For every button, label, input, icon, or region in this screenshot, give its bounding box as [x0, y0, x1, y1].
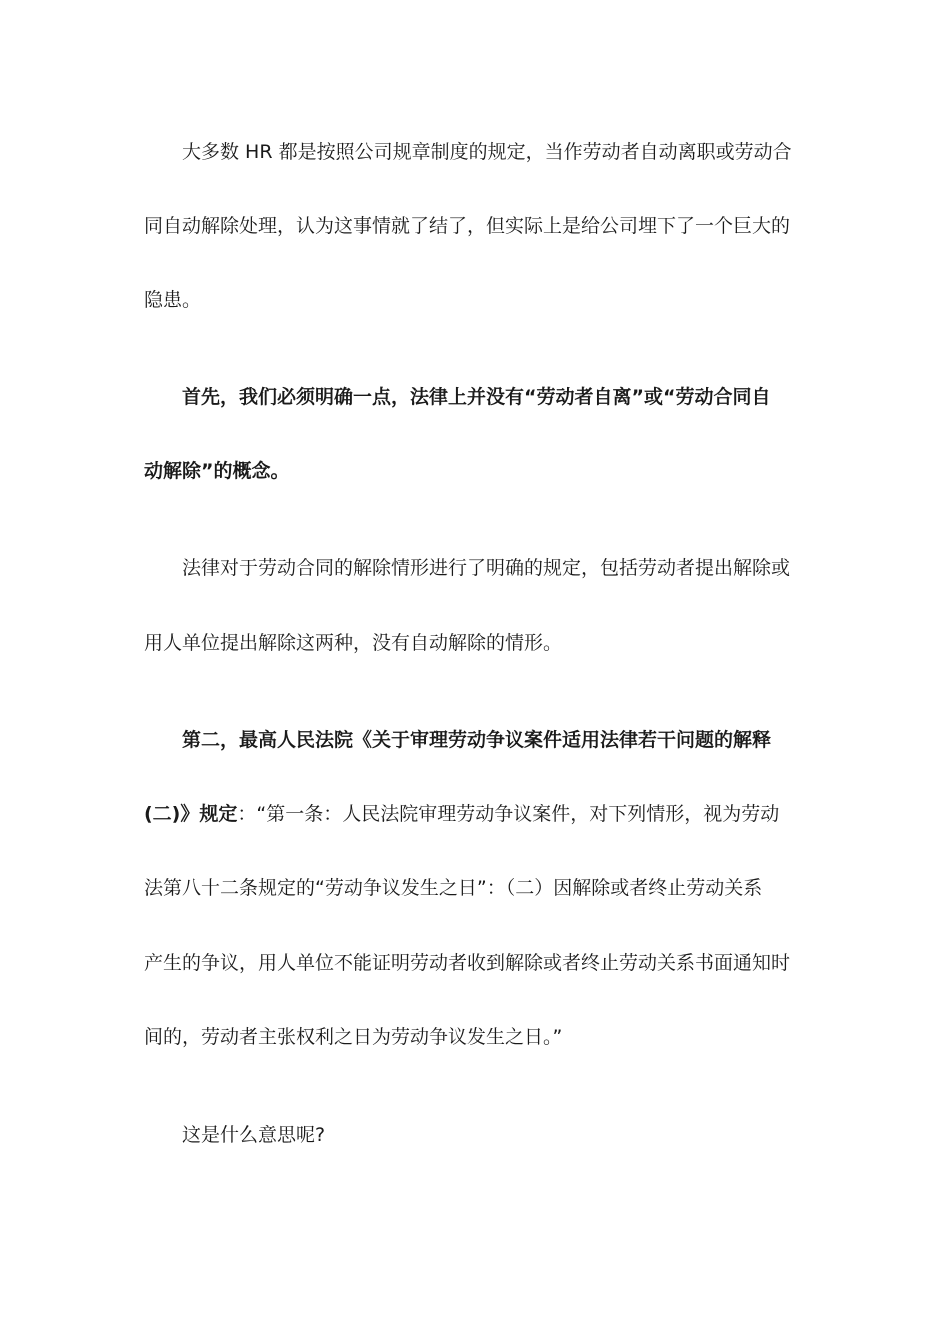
paragraph-4-line-4: 产生的争议，用人单位不能证明劳动者收到解除或者终止劳动关系书面通知时 [144, 952, 791, 974]
regulation-quote-start: ：“第一条：人民法院审理劳动争议案件，对下列情形，视为劳动 [237, 803, 780, 825]
regulation-title-end: (二)》规定 [144, 803, 238, 825]
paragraph-4-line-1: 第二，最高人民法院《关于审理劳动争议案件适用法律若干问题的解释 [182, 729, 772, 751]
paragraph-4-line-2 [144, 800, 804, 828]
paragraph-1-line-3: 隐患。 [144, 289, 202, 311]
paragraph-1-line-2: 同自动解除处理，认为这事情就了结了，但实际上是给公司埋下了一个巨大的 [144, 215, 791, 237]
paragraph-2-line-1: 首先，我们必须明确一点，法律上并没有“劳动者自离”或“劳动合同自 [182, 386, 771, 408]
paragraph-2-line-2: 动解除”的概念。 [144, 460, 290, 482]
paragraph-4-line-3: 法第八十二条规定的“劳动争议发生之日”：（二）因解除或者终止劳动关系 [144, 877, 763, 899]
paragraph-4-line-5: 间的，劳动者主张权利之日为劳动争议发生之日。” [144, 1026, 563, 1048]
paragraph-1-line-1: 大多数 HR 都是按照公司规章制度的规定，当作劳动者自动离职或劳动合 [182, 141, 792, 163]
paragraph-3-line-1: 法律对于劳动合同的解除情形进行了明确的规定，包括劳动者提出解除或 [182, 557, 791, 579]
paragraph-3-line-2: 用人单位提出解除这两种，没有自动解除的情形。 [144, 632, 563, 654]
paragraph-5-line-1: 这是什么意思呢? [182, 1124, 326, 1146]
